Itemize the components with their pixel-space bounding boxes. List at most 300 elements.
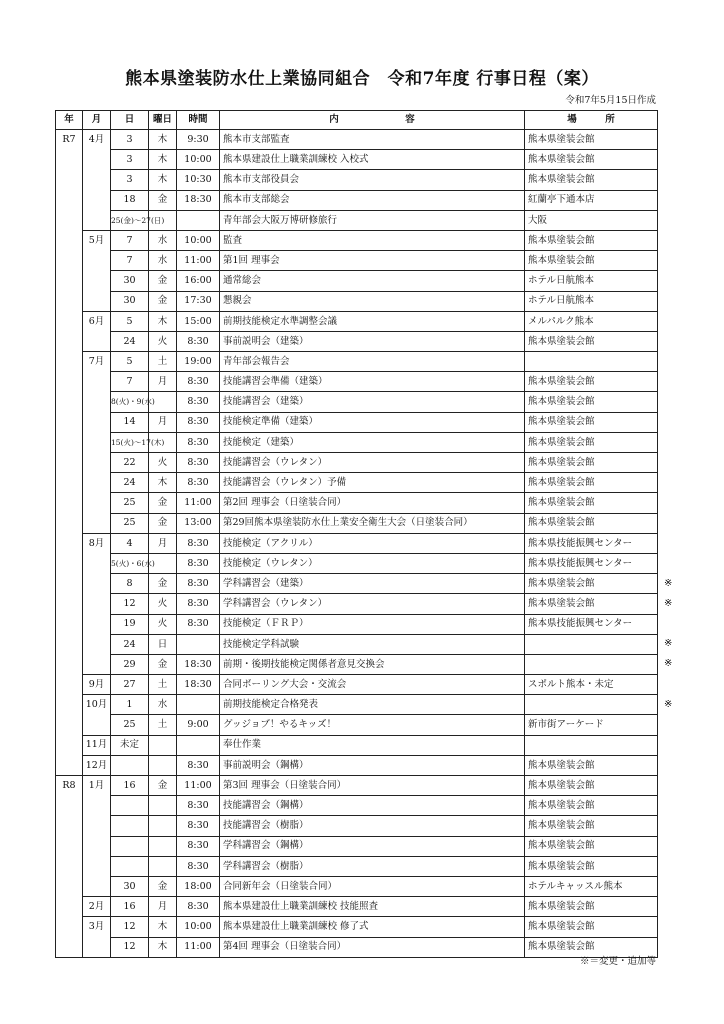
- place-cell: 熊本県塗装会館: [525, 170, 658, 190]
- content-cell: 奉仕作業: [220, 735, 525, 755]
- content-cell: 熊本市支部総会: [220, 190, 525, 210]
- table-row: [56, 776, 658, 796]
- month-cell: [83, 210, 111, 230]
- content-cell: 技能講習会（建築）: [220, 392, 525, 412]
- table-row: [56, 553, 658, 573]
- table-row: [56, 836, 658, 856]
- place-cell: ホテル日航熊本: [525, 291, 658, 311]
- time-cell: 10:00: [177, 917, 220, 937]
- change-mark: ※: [664, 597, 673, 609]
- day-cell: 25: [111, 513, 149, 533]
- header-weekday: 曜日: [149, 111, 177, 130]
- content-cell: 技能検定（ウレタン）: [220, 553, 525, 573]
- place-cell: 新市街アーケード: [525, 715, 658, 735]
- month-cell: [83, 574, 111, 594]
- weekday-cell: 金: [149, 654, 177, 674]
- year-cell: [56, 634, 83, 654]
- year-cell: [56, 876, 83, 896]
- day-cell: [111, 796, 149, 816]
- year-cell: [56, 695, 83, 715]
- day-cell: 25: [111, 493, 149, 513]
- year-cell: [56, 937, 83, 957]
- table-row: [56, 816, 658, 836]
- time-cell: 11:00: [177, 937, 220, 957]
- time-cell: [177, 695, 220, 715]
- change-mark: ※: [664, 698, 673, 710]
- weekday-cell: 月: [149, 412, 177, 432]
- year-cell: [56, 594, 83, 614]
- place-cell: 熊本県塗装会館: [525, 897, 658, 917]
- place-cell: 熊本県技能振興センター: [525, 553, 658, 573]
- content-cell: 熊本県建設仕上職業訓練校 入校式: [220, 150, 525, 170]
- content-cell: 合同新年会（日塗装合同）: [220, 876, 525, 896]
- time-cell: 8:30: [177, 553, 220, 573]
- month-cell: [83, 291, 111, 311]
- day-cell: 24: [111, 634, 149, 654]
- table-row: [56, 715, 658, 735]
- content-cell: 前期・後期技能検定関係者意見交換会: [220, 654, 525, 674]
- year-cell: [56, 170, 83, 190]
- weekday-cell: 水: [149, 695, 177, 715]
- weekday-cell: 金: [149, 291, 177, 311]
- month-cell: [83, 553, 111, 573]
- place-cell: スポルト熊本・未定: [525, 675, 658, 695]
- place-cell: 熊本県技能振興センター: [525, 614, 658, 634]
- day-cell: 3: [111, 150, 149, 170]
- day-cell: 12: [111, 937, 149, 957]
- year-cell: [56, 856, 83, 876]
- day-cell: 1: [111, 695, 149, 715]
- weekday-cell: [149, 836, 177, 856]
- place-cell: 熊本県塗装会館: [525, 917, 658, 937]
- month-cell: [83, 331, 111, 351]
- time-cell: 11:00: [177, 251, 220, 271]
- table-row: [56, 453, 658, 473]
- year-cell: R8: [56, 776, 83, 796]
- place-cell: [525, 695, 658, 715]
- year-cell: [56, 553, 83, 573]
- content-cell: 第1回 理事会: [220, 251, 525, 271]
- weekday-cell: 金: [149, 271, 177, 291]
- header-time: 時間: [177, 111, 220, 130]
- month-cell: [83, 493, 111, 513]
- weekday-cell: 木: [149, 473, 177, 493]
- schedule-table: [55, 110, 658, 958]
- table-row: [56, 513, 658, 533]
- time-cell: 17:30: [177, 291, 220, 311]
- place-cell: 熊本県技能振興センター: [525, 533, 658, 553]
- month-cell: [83, 473, 111, 493]
- time-cell: 13:00: [177, 513, 220, 533]
- year-cell: [56, 331, 83, 351]
- day-cell: 5: [111, 311, 149, 331]
- weekday-cell: [149, 816, 177, 836]
- content-cell: 前期技能検定水準調整会議: [220, 311, 525, 331]
- content-cell: 学科講習会（建築）: [220, 574, 525, 594]
- time-cell: [177, 634, 220, 654]
- place-cell: 熊本県塗装会館: [525, 392, 658, 412]
- place-cell: ホテル日航熊本: [525, 271, 658, 291]
- month-cell: [83, 654, 111, 674]
- time-cell: [177, 735, 220, 755]
- day-cell: 3: [111, 170, 149, 190]
- time-cell: 9:00: [177, 715, 220, 735]
- weekday-cell: 月: [149, 372, 177, 392]
- month-cell: [83, 271, 111, 291]
- content-cell: 事前説明会（建築）: [220, 331, 525, 351]
- month-cell: 6月: [83, 311, 111, 331]
- day-cell: [111, 816, 149, 836]
- time-cell: 8:30: [177, 533, 220, 553]
- weekday-cell: 木: [149, 150, 177, 170]
- place-cell: [525, 352, 658, 372]
- day-cell: 8: [111, 574, 149, 594]
- year-cell: [56, 291, 83, 311]
- table-row: [56, 755, 658, 775]
- day-cell: 18: [111, 190, 149, 210]
- day-cell: 30: [111, 876, 149, 896]
- table-row: [56, 937, 658, 957]
- month-cell: 1月: [83, 776, 111, 796]
- time-cell: 8:30: [177, 816, 220, 836]
- month-cell: 12月: [83, 755, 111, 775]
- time-cell: [177, 210, 220, 230]
- time-cell: 8:30: [177, 856, 220, 876]
- weekday-cell: [149, 796, 177, 816]
- year-cell: [56, 513, 83, 533]
- weekday-cell: [149, 735, 177, 755]
- content-cell: 熊本県建設仕上職業訓練校 修了式: [220, 917, 525, 937]
- month-cell: 5月: [83, 230, 111, 250]
- table-row: [56, 150, 658, 170]
- table-row: [56, 251, 658, 271]
- content-cell: 技能講習会（鋼構）: [220, 796, 525, 816]
- content-cell: 前期技能検定合格発表: [220, 695, 525, 715]
- month-cell: [83, 392, 111, 412]
- time-cell: 8:30: [177, 453, 220, 473]
- content-cell: グッジョブ！やるキッズ！: [220, 715, 525, 735]
- place-cell: 熊本県塗装会館: [525, 432, 658, 452]
- content-cell: 熊本県建設仕上職業訓練校 技能照査: [220, 897, 525, 917]
- place-cell: 熊本県塗装会館: [525, 372, 658, 392]
- time-cell: 10:00: [177, 150, 220, 170]
- year-cell: [56, 271, 83, 291]
- weekday-cell: 月: [149, 533, 177, 553]
- month-cell: [83, 856, 111, 876]
- table-row: [56, 654, 658, 674]
- weekday-cell: 水: [149, 251, 177, 271]
- content-cell: 技能講習会（ウレタン）予備: [220, 473, 525, 493]
- day-cell: 7: [111, 230, 149, 250]
- time-cell: 8:30: [177, 574, 220, 594]
- month-cell: [83, 796, 111, 816]
- year-cell: [56, 190, 83, 210]
- day-cell: 14: [111, 412, 149, 432]
- month-cell: [83, 150, 111, 170]
- day-cell: 16: [111, 897, 149, 917]
- day-cell: 22: [111, 453, 149, 473]
- content-cell: 学科講習会（鋼構）: [220, 836, 525, 856]
- content-cell: 学科講習会（樹脂）: [220, 856, 525, 876]
- year-cell: [56, 614, 83, 634]
- weekday-cell: 火: [149, 331, 177, 351]
- table-row: [56, 634, 658, 654]
- month-cell: [83, 594, 111, 614]
- year-cell: [56, 453, 83, 473]
- place-cell: 熊本県塗装会館: [525, 856, 658, 876]
- time-cell: 18:00: [177, 876, 220, 896]
- day-cell: 27: [111, 675, 149, 695]
- year-cell: [56, 210, 83, 230]
- table-row: [56, 372, 658, 392]
- content-cell: 熊本市支部監査: [220, 130, 525, 150]
- time-cell: 18:30: [177, 190, 220, 210]
- table-row: [56, 856, 658, 876]
- table-row: [56, 210, 658, 230]
- time-cell: 8:30: [177, 432, 220, 452]
- weekday-cell: 水: [149, 230, 177, 250]
- weekday-cell: 火: [149, 594, 177, 614]
- table-row: [56, 897, 658, 917]
- place-cell: 大阪: [525, 210, 658, 230]
- place-cell: メルパルク熊本: [525, 311, 658, 331]
- place-cell: 熊本県塗装会館: [525, 412, 658, 432]
- table-row: [56, 352, 658, 372]
- time-cell: 8:30: [177, 412, 220, 432]
- month-cell: [83, 372, 111, 392]
- weekday-cell: 月: [149, 897, 177, 917]
- header-place: 場 所: [525, 111, 658, 130]
- place-cell: 紅蘭亭下通本店: [525, 190, 658, 210]
- day-cell: 4: [111, 533, 149, 553]
- year-cell: [56, 836, 83, 856]
- table-row: [56, 473, 658, 493]
- content-cell: 合同ボーリング大会・交流会: [220, 675, 525, 695]
- day-cell: 5: [111, 352, 149, 372]
- time-cell: 8:30: [177, 372, 220, 392]
- weekday-cell: 金: [149, 190, 177, 210]
- month-cell: 11月: [83, 735, 111, 755]
- place-cell: 熊本県塗装会館: [525, 513, 658, 533]
- place-cell: [525, 634, 658, 654]
- weekday-cell: 火: [149, 614, 177, 634]
- header-month: 月: [83, 111, 111, 130]
- content-cell: 第3回 理事会（日塗装合同）: [220, 776, 525, 796]
- place-cell: 熊本県塗装会館: [525, 796, 658, 816]
- content-cell: 技能講習会（ウレタン）: [220, 453, 525, 473]
- place-cell: 熊本県塗装会館: [525, 574, 658, 594]
- table-row: [56, 614, 658, 634]
- time-cell: 8:30: [177, 755, 220, 775]
- year-cell: [56, 897, 83, 917]
- year-cell: [56, 352, 83, 372]
- place-cell: 熊本県塗装会館: [525, 594, 658, 614]
- day-cell: 25(金)～27(日): [111, 210, 149, 230]
- day-cell: [111, 856, 149, 876]
- time-cell: 11:00: [177, 493, 220, 513]
- month-cell: [83, 836, 111, 856]
- time-cell: 10:00: [177, 230, 220, 250]
- year-cell: [56, 574, 83, 594]
- time-cell: 18:30: [177, 675, 220, 695]
- month-cell: [83, 614, 111, 634]
- time-cell: 8:30: [177, 796, 220, 816]
- year-cell: [56, 372, 83, 392]
- table-row: [56, 594, 658, 614]
- place-cell: [525, 654, 658, 674]
- content-cell: 青年部会報告会: [220, 352, 525, 372]
- content-cell: 技能検定（建築）: [220, 432, 525, 452]
- weekday-cell: [149, 755, 177, 775]
- table-row: [56, 291, 658, 311]
- time-cell: 8:30: [177, 392, 220, 412]
- time-cell: 8:30: [177, 897, 220, 917]
- year-cell: [56, 796, 83, 816]
- day-cell: [111, 755, 149, 775]
- day-cell: 7: [111, 251, 149, 271]
- month-cell: [83, 453, 111, 473]
- content-cell: 第4回 理事会（日塗装合同）: [220, 937, 525, 957]
- month-cell: 8月: [83, 533, 111, 553]
- weekday-cell: 金: [149, 513, 177, 533]
- time-cell: 8:30: [177, 594, 220, 614]
- month-cell: [83, 190, 111, 210]
- time-cell: 18:30: [177, 654, 220, 674]
- table-row: [56, 493, 658, 513]
- year-cell: [56, 311, 83, 331]
- time-cell: 15:00: [177, 311, 220, 331]
- table-row: [56, 675, 658, 695]
- time-cell: 8:30: [177, 331, 220, 351]
- weekday-cell: [149, 856, 177, 876]
- time-cell: 8:30: [177, 614, 220, 634]
- day-cell: 29: [111, 654, 149, 674]
- month-cell: 7月: [83, 352, 111, 372]
- time-cell: 9:30: [177, 130, 220, 150]
- day-cell: 3: [111, 130, 149, 150]
- month-cell: 10月: [83, 695, 111, 715]
- month-cell: 4月: [83, 130, 111, 150]
- year-cell: [56, 917, 83, 937]
- table-row: [56, 190, 658, 210]
- weekday-cell: 日: [149, 634, 177, 654]
- year-cell: [56, 755, 83, 775]
- table-row: [56, 695, 658, 715]
- content-cell: 通常総会: [220, 271, 525, 291]
- day-cell: 25: [111, 715, 149, 735]
- day-cell: 19: [111, 614, 149, 634]
- table-row: [56, 130, 658, 150]
- content-cell: 学科講習会（ウレタン）: [220, 594, 525, 614]
- month-cell: [83, 432, 111, 452]
- table-header-row: [56, 111, 658, 130]
- year-cell: [56, 432, 83, 452]
- weekday-cell: 木: [149, 170, 177, 190]
- year-cell: [56, 412, 83, 432]
- place-cell: [525, 735, 658, 755]
- month-cell: [83, 513, 111, 533]
- year-cell: R7: [56, 130, 83, 150]
- header-content: 内 容: [220, 111, 525, 130]
- header-day: 日: [111, 111, 149, 130]
- day-cell: 15(火)～17(木): [111, 432, 149, 452]
- table-row: [56, 311, 658, 331]
- place-cell: 熊本県塗装会館: [525, 230, 658, 250]
- table-row: [56, 735, 658, 755]
- year-cell: [56, 675, 83, 695]
- weekday-cell: 火: [149, 453, 177, 473]
- month-cell: [83, 251, 111, 271]
- day-cell: 24: [111, 473, 149, 493]
- table-row: [56, 392, 658, 412]
- table-row: [56, 574, 658, 594]
- table-row: [56, 432, 658, 452]
- place-cell: 熊本県塗装会館: [525, 473, 658, 493]
- month-cell: [83, 937, 111, 957]
- day-cell: 30: [111, 291, 149, 311]
- table-row: [56, 412, 658, 432]
- weekday-cell: 土: [149, 675, 177, 695]
- content-cell: 懇親会: [220, 291, 525, 311]
- place-cell: 熊本県塗装会館: [525, 130, 658, 150]
- weekday-cell: 木: [149, 311, 177, 331]
- time-cell: 10:30: [177, 170, 220, 190]
- month-cell: [83, 170, 111, 190]
- place-cell: 熊本県塗装会館: [525, 331, 658, 351]
- table-row: [56, 170, 658, 190]
- content-cell: 技能講習会（樹脂）: [220, 816, 525, 836]
- content-cell: 青年部会大阪万博研修旅行: [220, 210, 525, 230]
- content-cell: 第29回熊本県塗装防水仕上業安全衛生大会（日塗装合同）: [220, 513, 525, 533]
- month-cell: [83, 412, 111, 432]
- day-cell: 12: [111, 594, 149, 614]
- place-cell: 熊本県塗装会館: [525, 493, 658, 513]
- day-cell: [111, 836, 149, 856]
- footnote: ※＝変更・追加等: [579, 956, 656, 967]
- table-row: [56, 917, 658, 937]
- weekday-cell: 金: [149, 876, 177, 896]
- year-cell: [56, 735, 83, 755]
- place-cell: 熊本県塗装会館: [525, 937, 658, 957]
- content-cell: 技能検定（アクリル）: [220, 533, 525, 553]
- day-cell: 未定: [111, 735, 149, 755]
- change-mark: ※: [664, 577, 673, 589]
- year-cell: [56, 473, 83, 493]
- table-row: [56, 533, 658, 553]
- content-cell: 第2回 理事会（日塗装合同）: [220, 493, 525, 513]
- content-cell: 技能検定学科試験: [220, 634, 525, 654]
- time-cell: 11:00: [177, 776, 220, 796]
- table-row: [56, 331, 658, 351]
- year-cell: [56, 230, 83, 250]
- year-cell: [56, 715, 83, 735]
- created-date: 令和7年5月15日作成: [565, 95, 656, 106]
- time-cell: 8:30: [177, 473, 220, 493]
- day-cell: 16: [111, 776, 149, 796]
- year-cell: [56, 150, 83, 170]
- place-cell: 熊本県塗装会館: [525, 836, 658, 856]
- day-cell: 12: [111, 917, 149, 937]
- weekday-cell: 木: [149, 130, 177, 150]
- time-cell: 8:30: [177, 836, 220, 856]
- weekday-cell: 金: [149, 776, 177, 796]
- weekday-cell: 木: [149, 937, 177, 957]
- month-cell: [83, 634, 111, 654]
- time-cell: 19:00: [177, 352, 220, 372]
- weekday-cell: 土: [149, 715, 177, 735]
- month-cell: 2月: [83, 897, 111, 917]
- day-cell: 24: [111, 331, 149, 351]
